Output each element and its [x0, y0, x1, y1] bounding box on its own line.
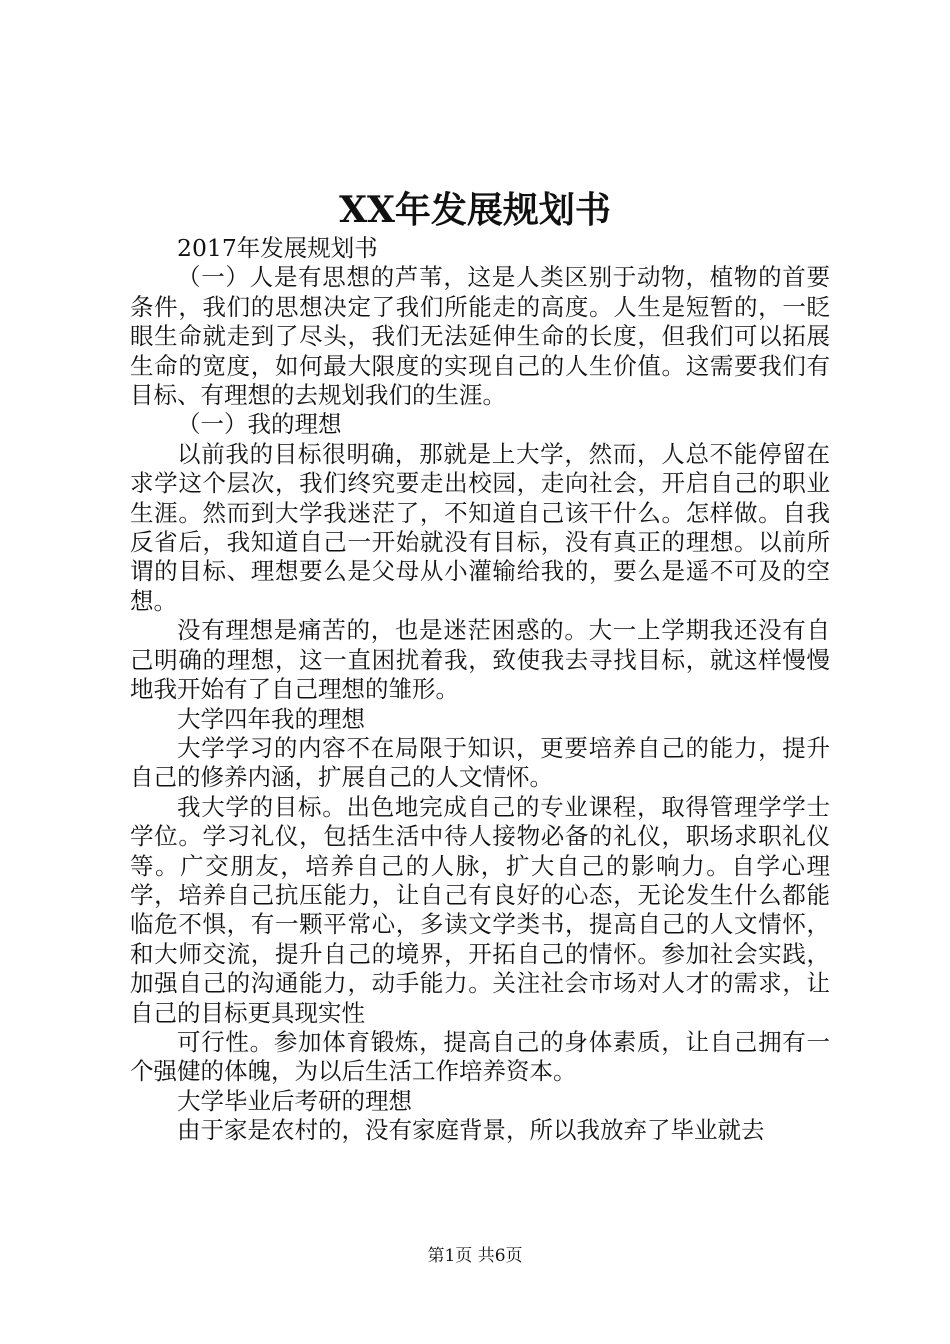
paragraph-subtitle: 2017年发展规划书	[177, 234, 378, 262]
paragraph-intro: （一）人是有思想的芦苇，这是人类区别于动物，植物的首要条件，我们的思想决定了我们所能走的高度。人生是短暂的，一眨眼生命就走到了尽头，我们无法延伸生命的长度，但我们可以拓展生命的宽度，如何最大限度的实现自己的人生价值。这需要我们有目标、有理想的去规划我们的生涯。	[130, 263, 830, 410]
paragraph: 由于家是农村的，没有家庭背景，所以我放弃了毕业就去	[177, 1116, 765, 1145]
section-heading-university-ideal: 大学四年我的理想	[177, 704, 365, 733]
paragraph: 以前我的目标很明确，那就是上大学，然而，人总不能停留在求学这个层次，我们终究要走出校园，走向社会，开启自己的职业生涯。然而到大学我迷茫了，不知道自己该干什么。怎样做。自我反省后，我知道自己一开始就没有目标，没有真正的理想。以前所谓的目标、理想要么是父母从小灌输给我的，要么是遥不可及的空想。	[130, 439, 830, 615]
paragraph: 没有理想是痛苦的，也是迷茫困惑的。大一上学期我还没有自己明确的理想，这一直困扰着我，致使我去寻找目标，就这样慢慢地我开始有了自己理想的雏形。	[130, 616, 830, 704]
page-number-footer: 第1页 共6页	[427, 1246, 523, 1266]
section-heading-graduate-ideal: 大学毕业后考研的理想	[177, 1086, 412, 1115]
paragraph: 可行性。参加体育锻炼，提高自己的身体素质，让自己拥有一个强健的体魄，为以后生活工作培养资本。	[130, 1027, 830, 1086]
page-title: XX年发展规划书	[339, 189, 611, 231]
paragraph: 大学学习的内容不在局限于知识，更要培养自己的能力，提升自己的修养内涵，扩展自己的人文情怀。	[130, 733, 830, 792]
paragraph: 我大学的目标。出色地完成自己的专业课程，取得管理学学士学位。学习礼仪，包括生活中待人接物必备的礼仪，职场求职礼仪等。广交朋友，培养自己的人脉，扩大自己的影响力。自学心理学，培养自己抗压能力，让自己有良好的心态，无论发生什么都能临危不惧，有一颗平常心，多读文学类书，提高自己的人文情怀，和大师交流，提升自己的境界，开拓自己的情怀。参加社会实践，加强自己的沟通能力，动手能力。关注社会市场对人才的需求，让自己的目标更具现实性	[130, 792, 830, 1027]
document-body	[130, 234, 830, 1146]
section-heading-my-ideal: （一）我的理想	[177, 410, 342, 439]
